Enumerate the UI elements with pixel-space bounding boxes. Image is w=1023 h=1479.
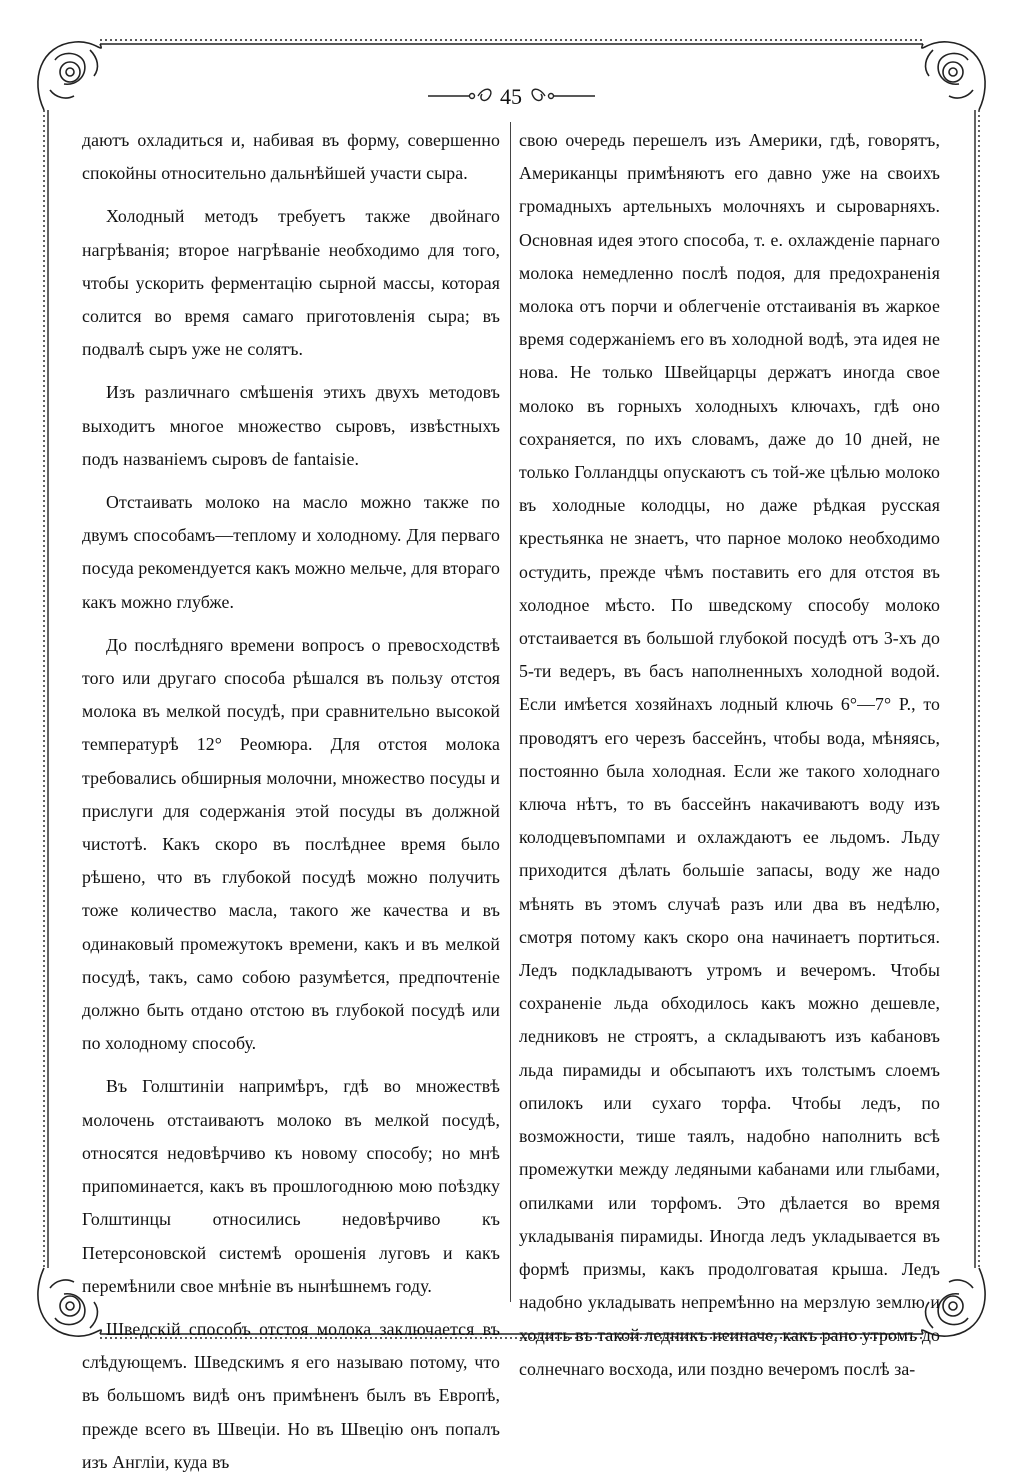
paragraph: Изъ различнаго смѣшенія этихъ двухъ методовъ выходитъ многое множество сыровъ, извѣстныхъ подъ названіемъ сыровъ de fantaisie. — [82, 382, 500, 469]
page-header — [0, 78, 1023, 114]
paragraph: Отстаивать молоко на масло можно также по двумъ способамъ—теплому и холодному. Для перваго посуда рекомендуется какъ можно мельче, для втораго какъ можно глубже. — [82, 492, 500, 612]
column-divider — [510, 122, 511, 1302]
left-column — [82, 124, 500, 1472]
paragraph: Шведскій способъ отстоя молока заключается въ слѣдующемъ. Шведскимъ я его называю потому, что въ большомъ видѣ онъ примѣненъ былъ въ Европѣ, прежде всего въ Швеціи. Но въ Швецію онъ попалъ изъ Англіи, куда въ — [82, 1318, 500, 1472]
page-number: 45 — [500, 84, 522, 109]
paragraph: Холодный методъ требуетъ также двойнаго нагрѣванія; второе нагрѣваніе необходимо для того, чтобы ускорить ферментацію сырной массы, которая солится во время самаго приготовленія сыра; въ подвалѣ сыръ уже не солятъ. — [82, 206, 500, 360]
paragraph: свою очередь перешелъ изъ Америки, гдѣ, говорятъ, Американцы примѣняютъ его давно уже на своихъ громадныхъ артельныхъ молочняхъ и сыроварняхъ. Основная идея этого способа, т. е. охлажденіе парнаго молока немедленно послѣ подоя, для предохраненія молока отъ порчи и облегченіе отстаиванія въ жаркое время содержаніемъ его въ холодной водѣ, эта идея не нова. Не только Швейцарцы держатъ иногда свое молоко въ горныхъ холодныхъ ключахъ, гдѣ оно сохраняется, по ихъ словамъ, даже до 10 дней, не только Голландцы опускаютъ съ той-же цѣлью молоко въ холодные колодцы, но даже рѣдкая русская крестьянка не знаетъ, что парное молоко необходимо остудить, прежде чѣмъ поставить его для отстоя въ холодное мѣсто. По шведскому способу молоко отстаивается въ большой глубокой посудѣ отъ 3-хъ до 5-ти ведеръ, въ басъ наполненныхъ холодной водой. Если имѣется хозяйнахъ лодный ключь 6°—7° Р., то проводятъ его черезъ бассейнъ, чтобы вода, мѣняясь, постоянно была холодная. Если же такого холоднаго ключа нѣтъ, то въ бассейнъ накачиваютъ воду изъ колодцевъпомпами и охлаждаютъ ее льдомъ. Льду приходится дѣлать большіе запасы, воду же надо мѣнять въ этомъ случаѣ разъ или два въ недѣлю, смотря потому какъ скоро она начинаетъ портиться. Ледъ подкладываютъ утромъ и вечеромъ. Чтобы сохраненіе льда обходилось какъ можно дешевле, ледниковъ не строятъ, а складываютъ изъ кабановъ льда пирамиды и обсыпаютъ ихъ толстымъ слоемъ опилокъ или сухаго торфа. Чтобы ледъ, по возможности, тише таялъ, надобно наполнить всѣ промежутки между ледяными кабанами или глыбами, опилками или торфомъ. Это дѣлается во время укладыванія пирамиды. Иногда ледъ укладывается въ формѣ призмы, какъ продолговатая крыша. Ледъ надобно укладывать непремѣнно на мерзлую землю и ходить въ такой ледникъ неиначе, какъ рано утромъ до солнечнаго восхода, или поздно вечеромъ послѣ за- — [519, 130, 940, 1379]
right-column — [519, 124, 940, 1379]
paragraph: даютъ охладиться и, набивая въ форму, совершенно спокойны относительно дальнѣйшей участи сыра. — [82, 130, 500, 184]
paragraph: Въ Голштиніи напримѣръ, гдѣ во множествѣ молочень отстаиваютъ молоко въ мелкой посудѣ, относятся недовѣрчиво къ новому способу; но мнѣ припоминается, какъ въ прошлогоднюю мою поѣздку Голштинцы относились недовѣрчиво къ Петерсоновской системѣ орошенія луговъ и какъ перемѣнили свое мнѣніе въ нынѣшнемъ году. — [82, 1076, 500, 1296]
paragraph: До послѣдняго времени вопросъ о превосходствѣ того или другаго способа рѣшался въ пользу отстоя молока въ мелкой посудѣ, при сравнительно высокой температурѣ 12° Реомюра. Для отстоя молока требовались обширныя молочни, множество посуды и прислуги для содержанія этой посуды въ должной чистотѣ. Какъ скоро въ послѣднее время было рѣшено, что въ глубокой посудѣ можно получить тоже количество масла, такого же качества и въ одинаковый промежутокъ времени, какъ и въ мелкой посудѣ, такъ, само собою разумѣется, предпочтеніе должно быть отдано отстою въ глубокой посудѣ или по холодному способу. — [82, 634, 500, 1054]
